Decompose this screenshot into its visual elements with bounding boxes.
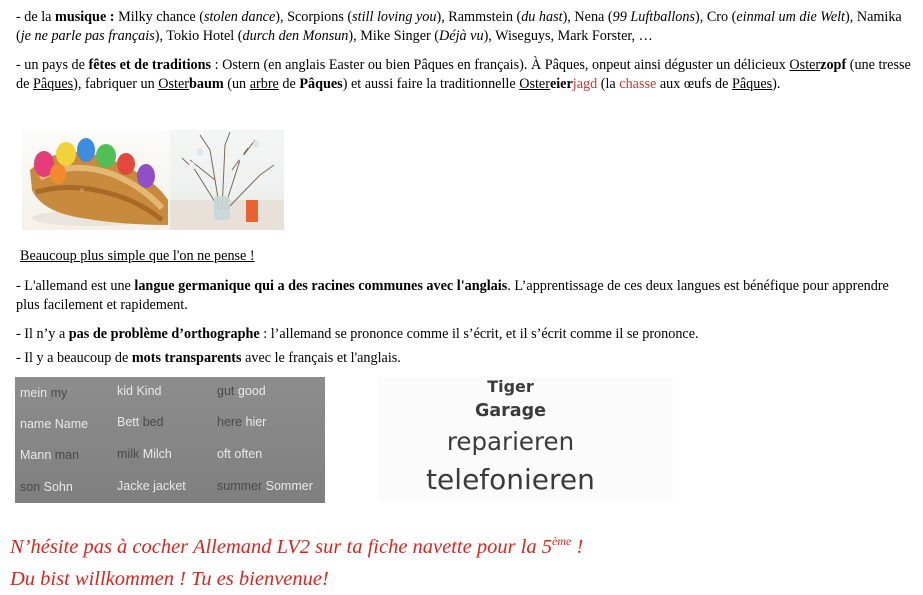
- word-pair: summer Sommer: [217, 479, 313, 493]
- word-pair: oft often: [217, 447, 263, 461]
- word-pair: Bett bed: [117, 415, 164, 429]
- braided-bread-image: [22, 130, 170, 230]
- simple-heading: Beaucoup plus simple que l'on ne pense !: [20, 248, 255, 264]
- easter-tree-image: [170, 130, 284, 230]
- word-pair: name Name: [20, 417, 89, 431]
- invitation-line-1: N’hésite pas à cocher Allemand LV2 sur ta fiche navette pour la 5ème !: [10, 534, 584, 558]
- germanic-paragraph: - L'allemand est une langue germanique qui a des racines communes avec l'anglais. L’apprentissage de ces deux langues est bénéfique pour apprendre plus facilement et rapidement.: [16, 278, 889, 313]
- spelling-paragraph: - Il n’y a pas de problème d’orthographe : l’allemand se prononce comme il s’écrit, et il s’écrit comme il se prononce.: [16, 326, 699, 342]
- easter-tree-photo: [170, 130, 284, 230]
- word-pair: here hier: [217, 415, 267, 429]
- word-pairs-image: [15, 377, 325, 503]
- word-pair: kid Kind: [117, 384, 162, 398]
- word-garage: Garage: [474, 401, 546, 421]
- transparent-words-paragraph: - Il y a beaucoup de mots transparents avec le français et l'anglais.: [16, 350, 401, 366]
- word-pair: son Sohn: [20, 480, 73, 494]
- word-pair: Mann man: [20, 448, 80, 462]
- word-pair: gut good: [217, 384, 266, 398]
- word-telefonieren: telefonieren: [426, 463, 595, 496]
- invitation-line-2: Du bist willkommen ! Tu es bienvenue!: [10, 568, 329, 590]
- word-pair: milk Milch: [117, 447, 172, 461]
- word-pair: Jacke jacket: [117, 479, 186, 493]
- traditions-paragraph: - un pays de fêtes et de traditions : Ostern (en anglais Easter ou bien Pâques en français). À Pâques, onpeut ainsi déguster un délicieux Osterzopf (une tresse de Pâques), fabriquer un Osterbaum (un arbre de Pâques) et aussi faire la traditionnelle Ostereierjagd (la chasse aux œufs de Pâques).: [16, 57, 911, 92]
- music-paragraph: - de la musique : Milky chance (stolen dance), Scorpions (still loving you), Rammstein (du hast), Nena (99 Luftballons), Cro (einmal um die Welt), Namika (je ne parle pas français), Tokio Hotel (durch den Monsun), Mike Singer (Déjà vu), Wiseguys, Mark Forster, …: [16, 9, 902, 44]
- word-pair: mein my: [20, 386, 68, 400]
- word-reparieren: reparieren: [446, 427, 575, 456]
- easter-bread-photo: [22, 130, 170, 230]
- word-tiger: Tiger: [487, 377, 534, 396]
- transparent-words-image: [378, 377, 673, 501]
